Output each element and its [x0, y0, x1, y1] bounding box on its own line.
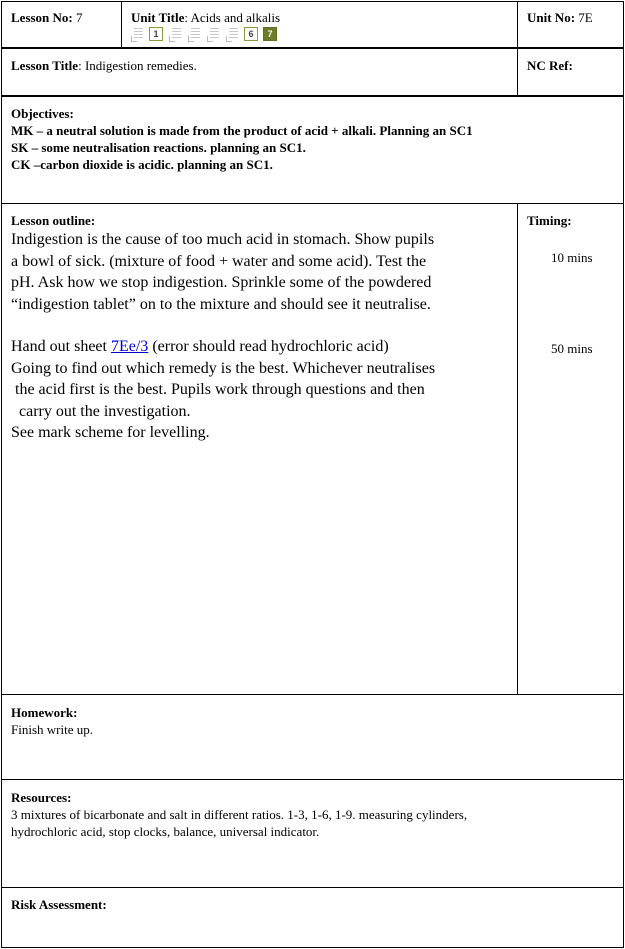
lesson-no-value: 7 [76, 10, 83, 25]
objective-ck: CK –carbon dioxide is acidic. planning an SC1. [11, 157, 273, 172]
lesson-navigation [130, 26, 277, 42]
sheet-7ee3-link[interactable]: 7Ee/3 [110, 338, 149, 355]
unit-title-value: Acids and alkalis [190, 10, 281, 25]
document-icon[interactable] [130, 27, 144, 42]
header-unit-no-cell [517, 1, 624, 48]
lesson-6-link[interactable]: 6 [244, 27, 258, 41]
unit-no-label: Unit No: [527, 10, 576, 25]
timing-10-mins: 10 mins [551, 250, 593, 265]
risk-assessment-label: Risk Assessment: [11, 897, 107, 912]
timing-label: Timing: [527, 213, 572, 228]
document-icon[interactable] [168, 27, 182, 42]
resources-line-1: 3 mixtures of bicarbonate and salt in different ratios. 1-3, 1-6, 1-9. measuring cylinders, [11, 807, 468, 822]
lesson-outline-section [1, 203, 518, 695]
document-icon[interactable] [225, 27, 239, 42]
lesson-title: Lesson Title: Indigestion remedies. [11, 58, 197, 73]
lesson-title-label: Lesson Title [11, 58, 79, 73]
outline-paragraph-2: Hand out sheet 7Ee/3 (error should read hydrochloric acid) Going to find out which remedy is the best. Whichever neutralises the acid first is the best. Pupils work through questions and then carry out the investigation. See mark scheme for levelling. [11, 338, 436, 441]
homework-section [1, 694, 624, 780]
objectives-label: Objectives: [11, 106, 74, 121]
resources-line-2: hydrochloric acid, stop clocks, balance, universal indicator. [11, 824, 320, 839]
timing-50-mins: 50 mins [551, 341, 593, 356]
unit-no [527, 9, 593, 26]
unit-no-value: 7E [578, 10, 593, 25]
unit-title: Unit Title: Acids and alkalis [131, 10, 281, 25]
homework-label: Homework: [11, 705, 78, 720]
lesson-title-cell [1, 48, 518, 96]
resources-section [1, 779, 624, 888]
objective-sk: SK – some neutralisation reactions. planning an SC1. [11, 140, 306, 155]
risk-assessment-section [1, 887, 624, 948]
document-icon[interactable] [187, 27, 201, 42]
nc-ref-label: NC Ref: [527, 58, 573, 73]
nc-ref-cell [517, 48, 624, 96]
objectives-section [1, 96, 624, 204]
timing-column [517, 203, 624, 695]
lesson-no [11, 9, 83, 26]
document-icon[interactable] [206, 27, 220, 42]
lesson-no-label: Lesson No: [11, 10, 73, 25]
lesson-1-link[interactable]: 1 [149, 27, 163, 41]
resources-label: Resources: [11, 790, 72, 805]
lesson-7-current: 7 [263, 27, 277, 41]
outline-paragraph-1: Indigestion is the cause of too much acid in stomach. Show pupils a bowl of sick. (mixture of food + water and some acid). Test the pH. Ask how we stop indigestion. Sprinkle some of the powdered “indigestion tablet” on to the mixture and should see it neutralise. [11, 231, 435, 313]
unit-title-label: Unit Title [131, 10, 185, 25]
lesson-outline-label: Lesson outline: [11, 213, 96, 228]
objective-mk: MK – a neutral solution is made from the product of acid + alkali. Planning an SC1 [11, 123, 473, 138]
homework-text: Finish write up. [11, 722, 93, 737]
header-lesson-no-cell [1, 1, 122, 48]
lesson-title-value: Indigestion remedies. [84, 58, 197, 73]
